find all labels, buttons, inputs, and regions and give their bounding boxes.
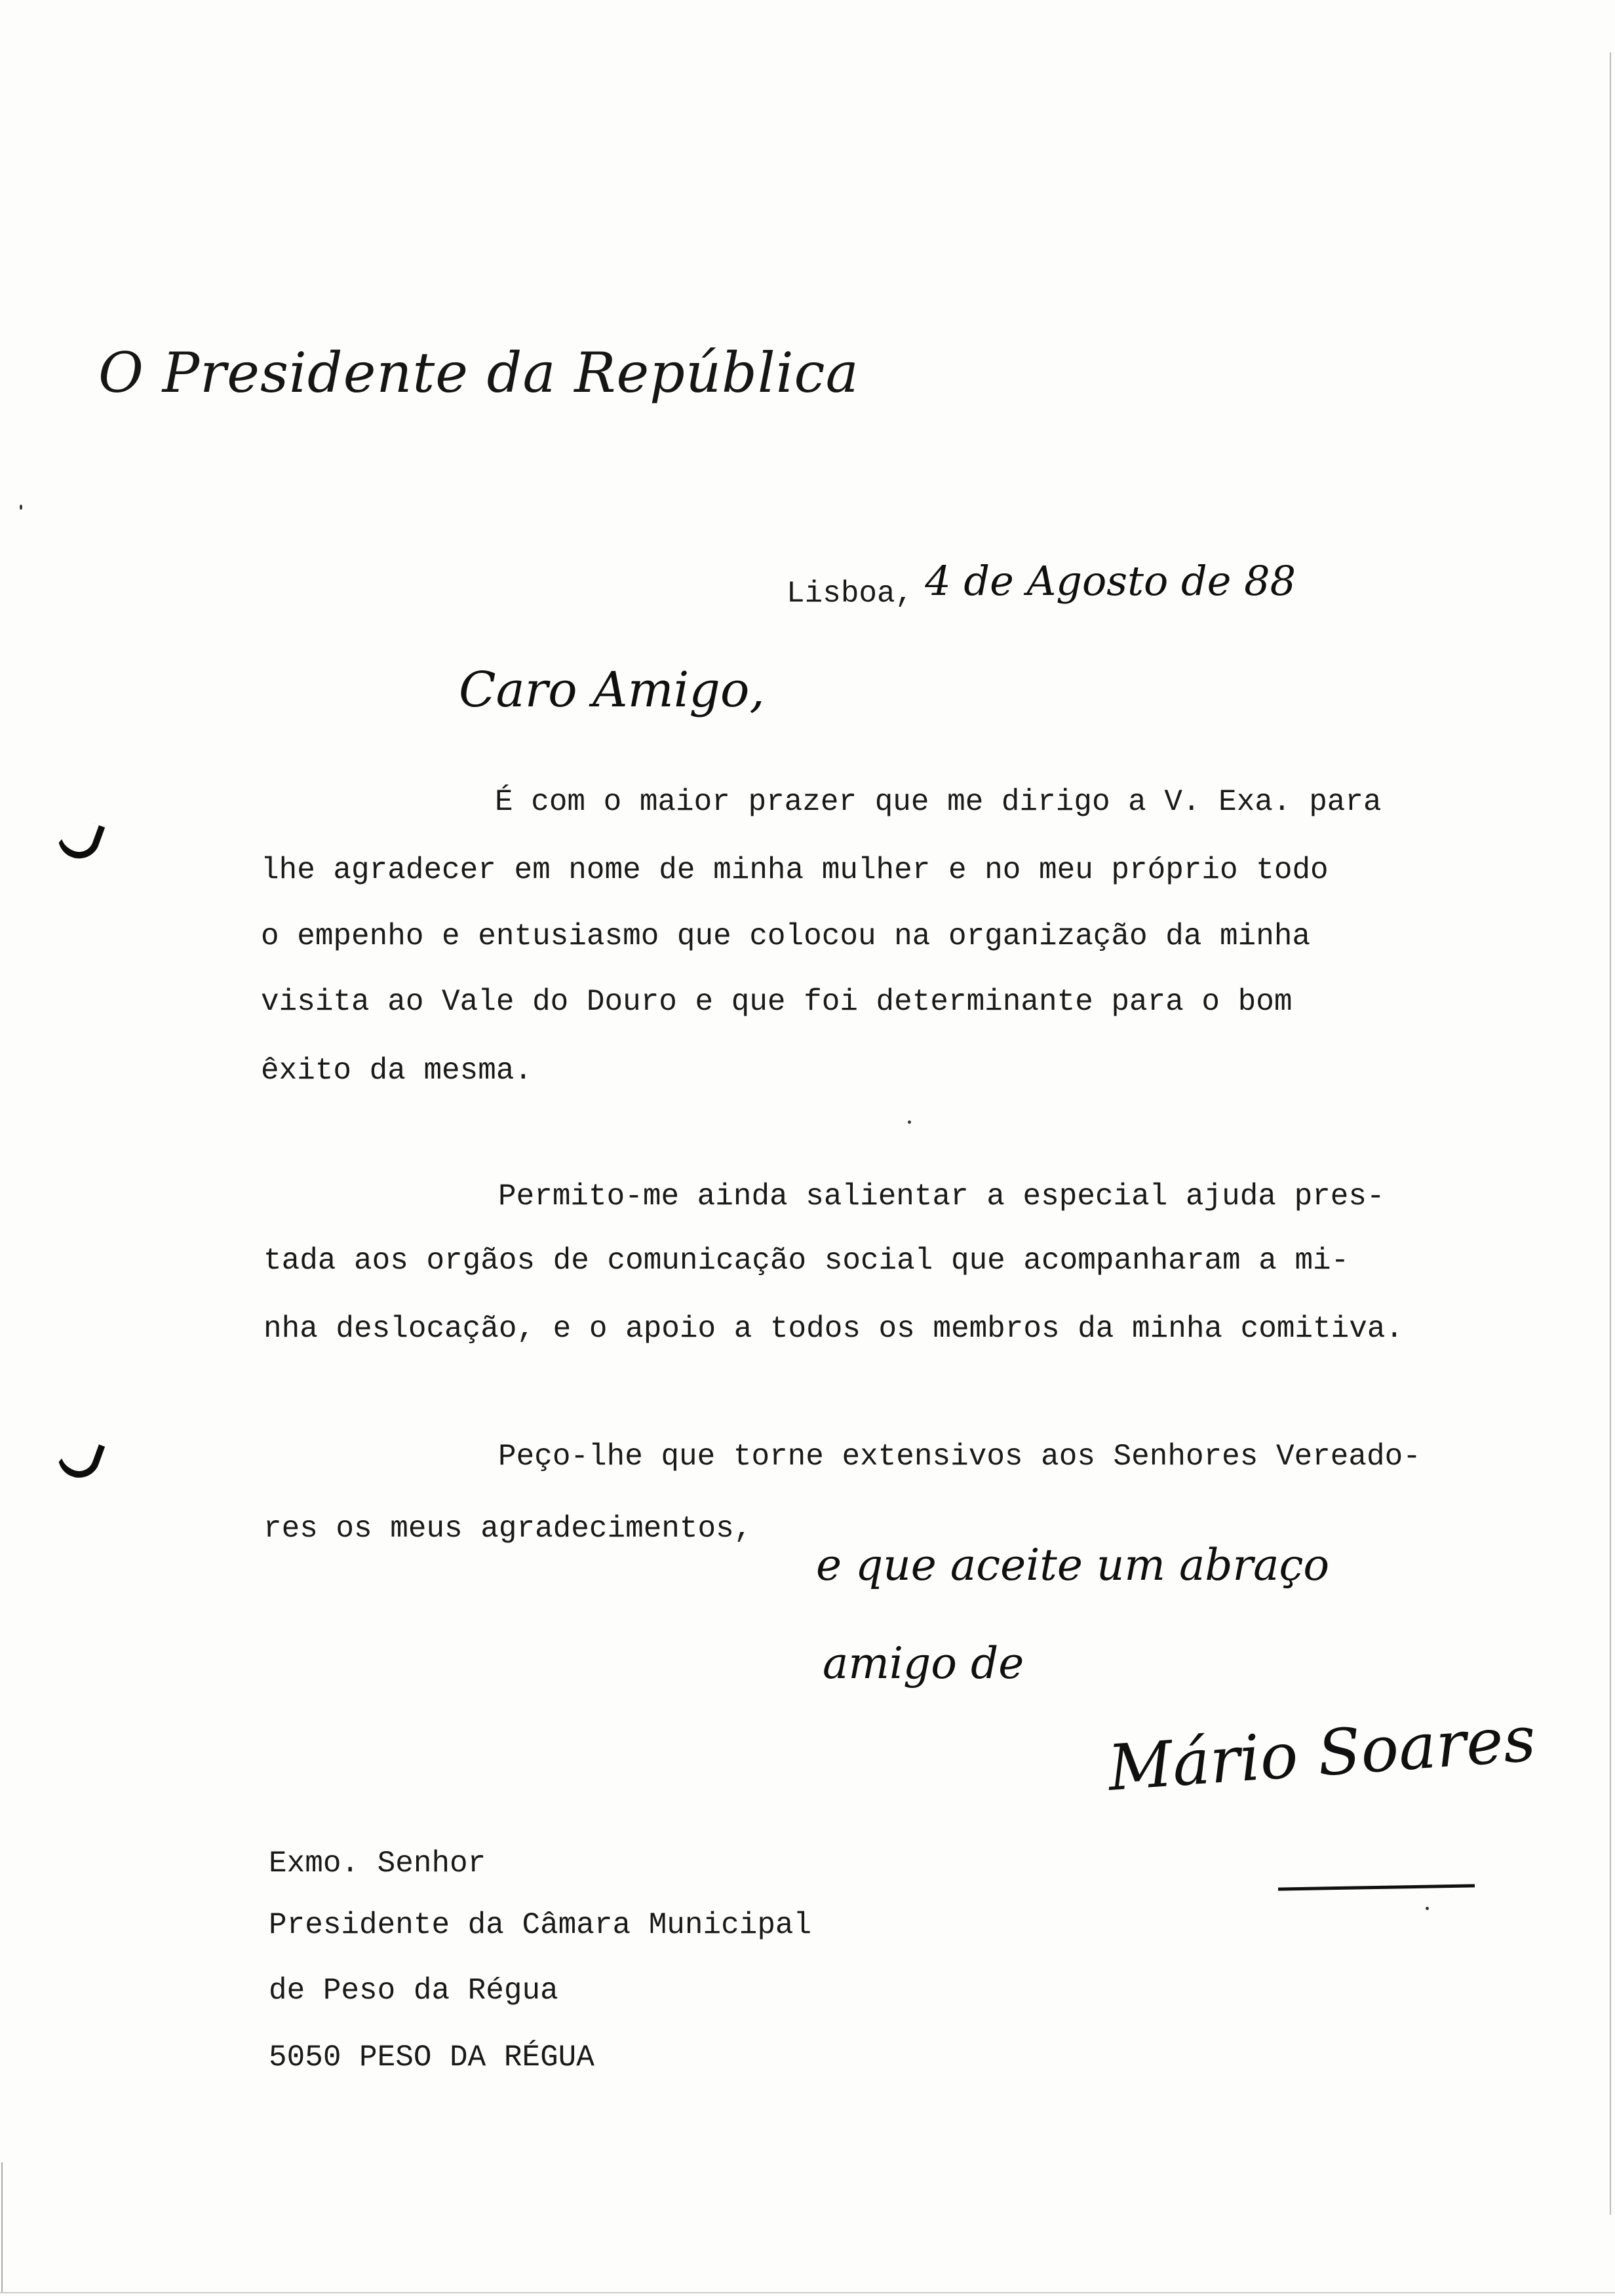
letterhead: O Presidente da República [98,341,859,405]
paragraph-2-line-2: tada aos orgãos de comunicação social que acompanharam a mi- [263,1244,1350,1278]
paragraph-2-line-1: Permito-me ainda salientar a especial ajuda pres- [498,1179,1385,1214]
paragraph-1-line-3: o empenho e entusiasmo que colocou na organização da minha [261,919,1311,953]
salutation: Caro Amigo, [459,662,765,718]
date-handwritten: 4 de Agosto de 88 [925,557,1296,605]
paragraph-3-line-2: res os meus agradecimentos, [263,1512,752,1546]
signature-underline [1278,1884,1475,1890]
recipient-line-4: 5050 PESO DA RÉGUA [269,2040,594,2075]
date-line [787,557,1296,611]
scan-edge-left [1,2162,3,2293]
closing-handwritten-line-2: amigo de [823,1638,1024,1689]
paragraph-3-line-1: Peço-lhe que torne extensivos aos Senhores Vereado- [498,1440,1421,1474]
scan-speck [20,505,22,510]
closing-handwritten-line-1: e que aceite um abraço [816,1540,1330,1590]
binder-hole-mark-lower [52,1432,106,1483]
recipient-line-2: Presidente da Câmara Municipal [269,1908,812,1942]
recipient-line-1: Exmo. Senhor [269,1846,486,1881]
paragraph-2-line-3: nha deslocação, e o apoio a todos os membros da minha comitiva. [263,1312,1404,1346]
scan-speck [908,1120,911,1124]
binder-hole-mark-upper [52,813,106,864]
signature: Mário Soares [1105,1702,1538,1805]
scan-edge-bottom [0,2292,1615,2293]
paragraph-1-line-1: É com o maior prazer que me dirigo a V. Exa. para [495,785,1382,819]
scan-speck [1426,1907,1429,1910]
paragraph-1-line-2: lhe agradecer em nome de minha mulher e no meu próprio todo [261,853,1329,887]
paragraph-1-line-4: visita ao Vale do Douro e que foi determinante para o bom [261,985,1293,1019]
scan-edge-right [1610,52,1611,2215]
date-place: Lisboa, [787,577,914,611]
paragraph-1-line-5: êxito da mesma. [261,1054,533,1088]
recipient-line-3: de Peso da Régua [269,1974,558,2008]
